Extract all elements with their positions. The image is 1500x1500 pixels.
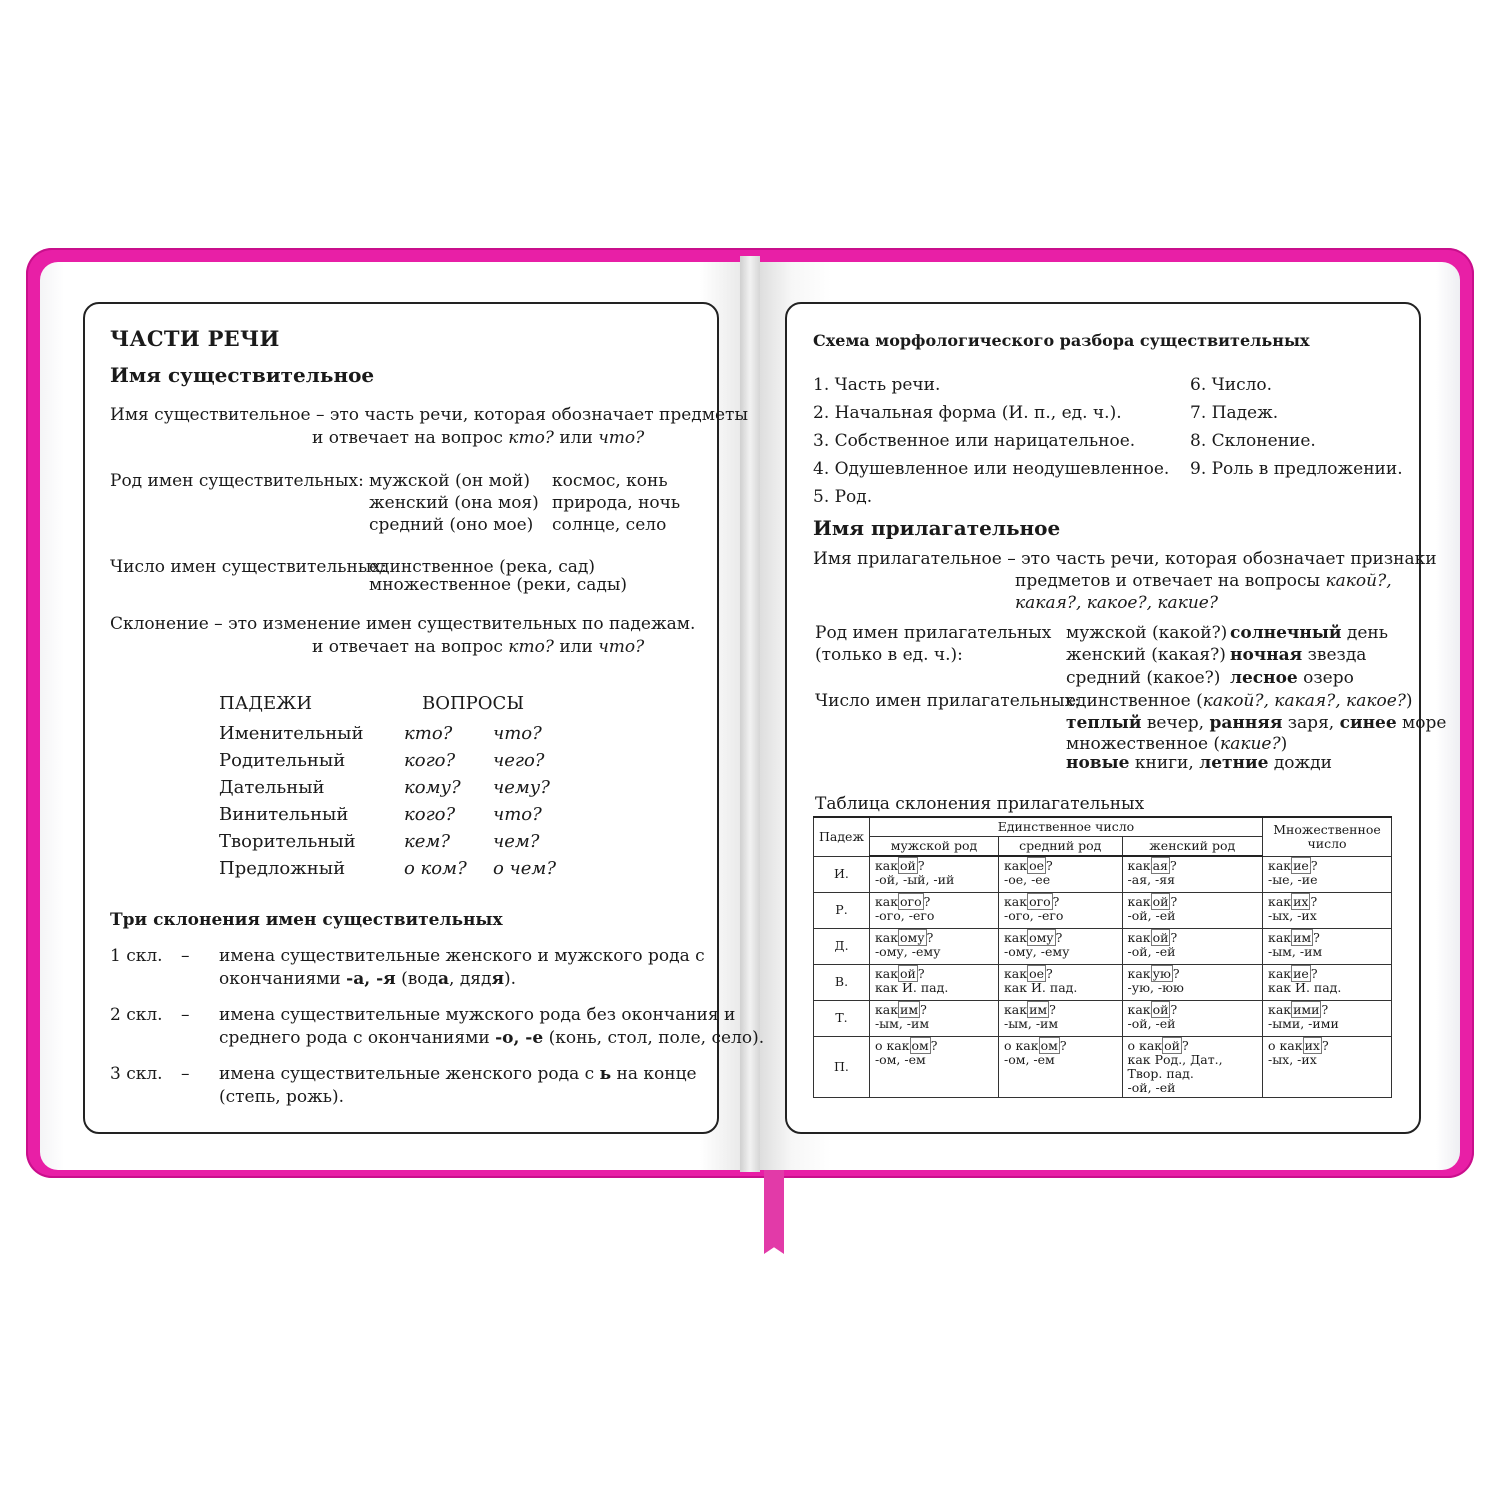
declension-3-label: 3 скл. <box>110 1064 163 1084</box>
case-name: Творительный <box>219 831 356 852</box>
scheme-title: Схема морфологического разбора существительных <box>813 331 1310 350</box>
number-singular: единственное (река, сад) <box>369 557 596 577</box>
adj-gender-label-2: (только в ед. ч.): <box>815 645 963 665</box>
declension-2-label: 2 скл. <box>110 1005 163 1025</box>
table-cell: как ому ? -ому, -ему <box>998 928 1122 964</box>
ending-box: ой <box>1164 1037 1180 1053</box>
questions-header: ВОПРОСЫ <box>422 693 525 714</box>
case-name: Винительный <box>219 804 349 825</box>
adj-gender-fem: женский (какая?) <box>1066 645 1226 665</box>
declension-definition-line2: и отвечает на вопрос кто? или что? <box>312 637 645 657</box>
table-cell: как ие ? как И. пад. <box>1263 964 1392 1000</box>
ending-box: ую <box>1152 965 1171 981</box>
table-header-neut: средний род <box>998 837 1122 857</box>
scheme-item: 1. Часть речи. <box>813 375 941 395</box>
table-row <box>814 1000 1392 1036</box>
case-name: Предложный <box>219 858 346 879</box>
table-cell: как им ? -ым, -им <box>998 1000 1122 1036</box>
adjective-definition-line2: предметов и отвечает на вопросы какой?, <box>1015 571 1392 591</box>
table-header-plural: Множественное число <box>1263 817 1392 856</box>
ending-box: их <box>1304 1037 1320 1053</box>
table-cell: о как ой ? как Род., Дат., Твор. пад. -ой, -ей <box>1122 1036 1262 1097</box>
declension-1-dash: – <box>181 946 190 966</box>
case-name: Дательный <box>219 777 325 798</box>
table-cell: как ая ? -ая, -яя <box>1122 856 1262 892</box>
scheme-item: 2. Начальная форма (И. п., ед. ч.). <box>813 403 1122 423</box>
case-question-1: о ком? <box>404 858 467 879</box>
declension-definition-line1: Склонение – это изменение имен существительных по падежам. <box>110 614 696 634</box>
table-cell: как ой ? -ой, -ей <box>1122 892 1262 928</box>
ending-box: ое <box>1029 858 1044 873</box>
adj-number-plural: множественное (какие?) <box>1066 734 1288 754</box>
gender-label: Род имен существительных: <box>110 471 364 491</box>
ending-box: ом <box>1040 1037 1058 1053</box>
ending-box: ого <box>900 893 922 909</box>
gender-fem: женский (она моя) <box>369 493 539 513</box>
ending-box: ой <box>1152 929 1169 945</box>
case-question-1: кого? <box>404 804 456 825</box>
ending-box: ой <box>900 858 916 873</box>
gender-neut: средний (оно мое) <box>369 515 534 535</box>
table-cell: как ой ? как И. пад. <box>869 964 998 1000</box>
table-cell: как ого ? -ого, -его <box>998 892 1122 928</box>
declension-3-dash: – <box>181 1064 190 1084</box>
table-row <box>814 892 1392 928</box>
section-title-adjective: Имя прилагательное <box>813 516 1061 540</box>
gender-neut-examples: солнце, село <box>552 515 667 535</box>
table-cell: как ое ? как И. пад. <box>998 964 1122 1000</box>
table-cell: как ой ? -ой, -ый, -ий <box>869 856 998 892</box>
section-title-noun: Имя существительное <box>110 363 375 387</box>
declension-2-dash: – <box>181 1005 190 1025</box>
table-cell: как ими ? -ыми, -ими <box>1263 1000 1392 1036</box>
table-cell: о как ом ? -ом, -ем <box>869 1036 998 1097</box>
table-header-singular: Единственное число <box>869 817 1262 837</box>
table-cell: как им ? -ым, -им <box>869 1000 998 1036</box>
declension-1-line1: имена существительные женского и мужского рода с <box>219 946 705 966</box>
noun-definition-line1: Имя существительное – это часть речи, которая обозначает предметы <box>110 405 748 425</box>
ending-box: ая <box>1152 858 1168 873</box>
ending-box: ими <box>1293 1001 1320 1017</box>
declension-2-line1: имена существительные мужского рода без окончания и <box>219 1005 736 1025</box>
case-question-2: чего? <box>493 750 545 771</box>
three-declensions-title: Три склонения имен существительных <box>110 910 503 930</box>
ending-box: ой <box>1152 1001 1169 1017</box>
scheme-item: 6. Число. <box>1190 375 1273 395</box>
table-cell: как их ? -ых, -их <box>1263 892 1392 928</box>
adj-number-singular: единственное (какой?, какая?, какое?) <box>1066 691 1413 711</box>
adj-gender-masc-example: солнечный день <box>1230 623 1389 643</box>
table-row <box>814 964 1392 1000</box>
ending-box: их <box>1293 893 1309 909</box>
case-question-1: кому? <box>404 777 461 798</box>
ending-box: ие <box>1293 965 1309 981</box>
ending-box: ой <box>1152 893 1169 909</box>
adjective-definition-line1: Имя прилагательное – это часть речи, которая обозначает признаки <box>813 549 1437 569</box>
table-title: Таблица склонения прилагательных <box>815 794 1145 814</box>
table-row <box>814 1036 1392 1097</box>
table-header-case: Падеж <box>814 817 870 856</box>
adj-gender-masc: мужской (какой?) <box>1066 623 1228 643</box>
ending-box: ой <box>900 965 916 981</box>
table-cell-case: Д. <box>814 928 870 964</box>
adj-gender-label-1: Род имен прилагательных <box>815 623 1052 643</box>
adj-number-plural-examples: новые книги, летние дожди <box>1066 753 1332 773</box>
declension-3-line1: имена существительные женского рода с ь на конце <box>219 1064 697 1084</box>
adj-number-label: Число имен прилагательных: <box>815 691 1080 711</box>
case-question-1: кто? <box>404 723 453 744</box>
case-question-1: кем? <box>404 831 450 852</box>
scheme-item: 9. Роль в предложении. <box>1190 459 1403 479</box>
adjective-declension-table <box>813 816 1392 1098</box>
scheme-item: 5. Род. <box>813 487 873 507</box>
table-cell-case: П. <box>814 1036 870 1097</box>
table-row <box>814 928 1392 964</box>
table-cell: как ой ? -ой, -ей <box>1122 1000 1262 1036</box>
table-cell-case: В. <box>814 964 870 1000</box>
table-cell: как ой ? -ой, -ей <box>1122 928 1262 964</box>
number-plural: множественное (реки, сады) <box>369 575 628 595</box>
ending-box: им <box>1293 929 1312 945</box>
case-question-2: чем? <box>493 831 540 852</box>
table-header-masc: мужской род <box>869 837 998 857</box>
ending-box: им <box>1029 1001 1048 1017</box>
scheme-item: 4. Одушевленное или неодушевленное. <box>813 459 1170 479</box>
declension-1-line2: окончаниями -а, -я (вода, дядя). <box>219 969 517 989</box>
table-cell: как ие ? -ые, -ие <box>1263 856 1392 892</box>
case-name: Родительный <box>219 750 346 771</box>
ending-box: им <box>900 1001 919 1017</box>
ending-box: ому <box>1029 929 1054 945</box>
cases-header: ПАДЕЖИ <box>219 693 313 714</box>
table-header-fem: женский род <box>1122 837 1262 857</box>
table-cell: как ого ? -ого, -его <box>869 892 998 928</box>
scheme-item: 8. Склонение. <box>1190 431 1316 451</box>
table-cell-case: Р. <box>814 892 870 928</box>
adj-gender-neut: средний (какое?) <box>1066 668 1221 688</box>
scheme-item: 7. Падеж. <box>1190 403 1279 423</box>
case-question-2: о чем? <box>493 858 556 879</box>
case-question-2: что? <box>493 804 542 825</box>
ending-box: ого <box>1029 893 1051 909</box>
case-question-1: кого? <box>404 750 456 771</box>
table-cell-case: И. <box>814 856 870 892</box>
adj-gender-fem-example: ночная звезда <box>1230 645 1367 665</box>
number-label: Число имен существительных: <box>110 557 387 577</box>
noun-definition-line2: и отвечает на вопрос кто? или что? <box>312 428 645 448</box>
case-question-2: чему? <box>493 777 550 798</box>
table-cell: как им ? -ым, -им <box>1263 928 1392 964</box>
table-cell: как ому ? -ому, -ему <box>869 928 998 964</box>
bookmark-ribbon <box>764 1170 784 1254</box>
table-row <box>814 856 1392 892</box>
ending-box: ом <box>911 1037 929 1053</box>
case-name: Именительный <box>219 723 364 744</box>
scheme-item: 3. Собственное или нарицательное. <box>813 431 1136 451</box>
table-cell: как ое ? -ое, -ее <box>998 856 1122 892</box>
adjective-definition-line3: какая?, какое?, какие? <box>1015 593 1218 613</box>
gender-masc: мужской (он мой) <box>369 471 531 491</box>
table-cell: о как их ? -ых, -их <box>1263 1036 1392 1097</box>
adj-number-singular-examples: теплый вечер, ранняя заря, синее море <box>1066 713 1447 733</box>
ending-box: ое <box>1029 965 1044 981</box>
case-question-2: что? <box>493 723 542 744</box>
page-title: ЧАСТИ РЕЧИ <box>110 326 280 351</box>
ending-box: ие <box>1293 857 1309 873</box>
declension-1-label: 1 скл. <box>110 946 163 966</box>
gender-masc-examples: космос, конь <box>552 471 668 491</box>
ending-box: ому <box>900 929 925 945</box>
table-cell-case: Т. <box>814 1000 870 1036</box>
table-cell: как ую ? -ую, -юю <box>1122 964 1262 1000</box>
adj-gender-neut-example: лесное озеро <box>1230 668 1354 688</box>
gender-fem-examples: природа, ночь <box>552 493 681 513</box>
declension-2-line2: среднего рода с окончаниями -о, -е (конь, стол, поле, село). <box>219 1028 765 1048</box>
table-cell: о как ом ? -ом, -ем <box>998 1036 1122 1097</box>
declension-3-line2: (степь, рожь). <box>219 1087 345 1107</box>
